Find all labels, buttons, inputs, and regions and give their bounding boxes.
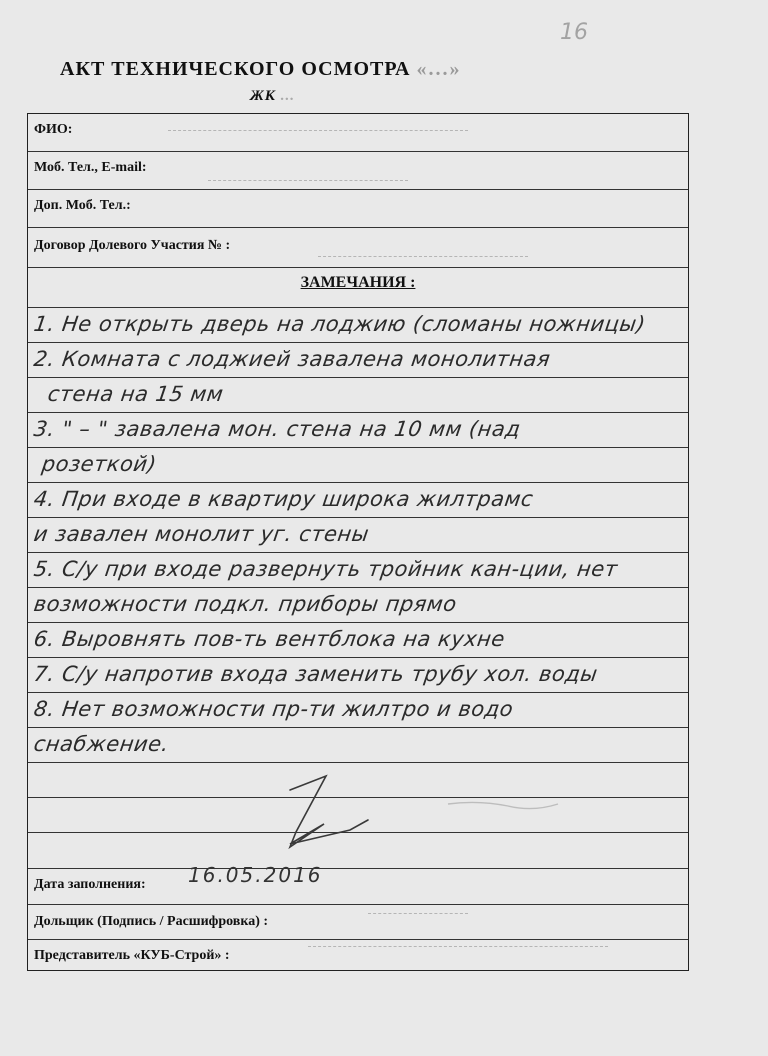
extra-phone-row (28, 190, 688, 228)
handwritten-top-note: 16 (560, 20, 588, 45)
remark-line (28, 448, 688, 483)
faint-signature-mark (308, 946, 608, 948)
faint-signature-mark (368, 913, 468, 915)
subtitle-faded-text: ... (280, 88, 295, 104)
phone-label: Моб. Тел., E-mail: (34, 160, 147, 175)
remark-line (28, 413, 688, 448)
contract-label: Договор Долевого Участия № : (34, 238, 231, 253)
remark-text: возможности подкл. приборы прямо (32, 592, 459, 616)
date-row (28, 863, 688, 905)
remarks-heading-row (28, 268, 688, 308)
fio-label: ФИО: (34, 122, 73, 137)
phone-row (28, 152, 688, 190)
remark-line-empty (28, 798, 688, 833)
document-subtitle (250, 88, 295, 105)
remark-text: стена на 15 мм (46, 382, 226, 406)
title-text: АКТ ТЕХНИЧЕСКОГО ОСМОТРА (60, 58, 411, 80)
inspection-form (27, 113, 689, 971)
remark-text: 1. Не открыть дверь на лоджию (сломаны ножницы) (32, 312, 648, 336)
remark-line (28, 483, 688, 518)
representative-label: Представитель «КУБ-Строй» : (34, 948, 230, 963)
redacted-scribble (168, 130, 468, 132)
remark-text: 4. При входе в квартиру широка жилтрамс (32, 487, 535, 511)
remark-text: 5. С/у при входе развернуть тройник кан-ции, нет (32, 557, 620, 581)
remark-line (28, 728, 688, 763)
remark-line (28, 378, 688, 413)
subtitle-text: ЖК (250, 88, 276, 104)
owner-signature-row (28, 905, 688, 940)
remark-text: 3. " – " завалена мон. стена на 10 мм (над (32, 417, 523, 441)
remark-line (28, 588, 688, 623)
remark-text: и завален монолит уг. стены (32, 522, 371, 546)
remark-text: 7. С/у напротив входа заменить трубу хол. воды (32, 662, 600, 686)
remark-text: 6. Выровнять пов-ть вентблока на кухне (32, 627, 507, 651)
remark-line (28, 623, 688, 658)
title-faded-text: «...» (416, 58, 462, 80)
remark-line-empty (28, 763, 688, 798)
remark-text: снабжение. (32, 732, 171, 756)
remark-line (28, 658, 688, 693)
remark-text: 8. Нет возможности пр-ти жилтро и водо (32, 697, 515, 721)
redacted-scribble (208, 180, 408, 182)
extra-phone-label: Доп. Моб. Тел.: (34, 198, 131, 213)
representative-row (28, 940, 688, 972)
document-title (60, 58, 700, 81)
remark-line (28, 343, 688, 378)
owner-label: Дольщик (Подпись / Расшифровка) : (34, 914, 269, 929)
remark-text: 2. Комната с лоджией завалена монолитная (32, 347, 552, 371)
fio-row (28, 114, 688, 152)
remark-line (28, 693, 688, 728)
redacted-scribble (318, 256, 528, 258)
remark-text: розеткой) (40, 452, 159, 476)
remark-line-empty (28, 833, 688, 869)
remark-line (28, 308, 688, 343)
date-value: 16.05.2016 (188, 863, 323, 887)
remark-line (28, 553, 688, 588)
remarks-heading: ЗАМЕЧАНИЯ : (300, 274, 416, 291)
contract-row (28, 228, 688, 268)
remark-line (28, 518, 688, 553)
date-label: Дата заполнения: (34, 877, 146, 892)
